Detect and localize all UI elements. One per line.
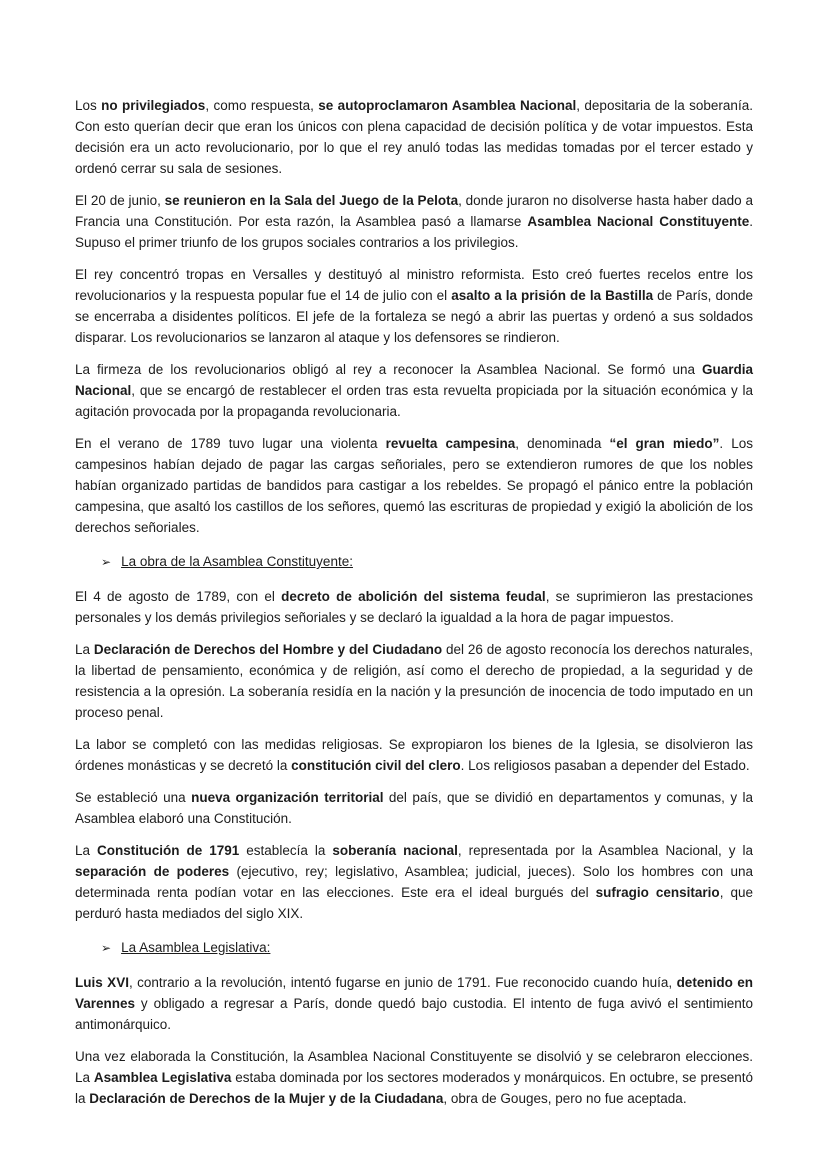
paragraph	[75, 639, 753, 723]
arrow-bullet-icon: ➢	[101, 941, 112, 955]
text-run: estaba dominada por los sectores moderados y monárquicos. En octubre, se presentó la	[75, 1070, 753, 1106]
text-run: establecía la	[239, 843, 333, 858]
text-run: El 4 de agosto de 1789, con el	[75, 589, 282, 604]
paragraph	[75, 359, 753, 422]
text-run: , como respuesta,	[205, 98, 319, 113]
text-run: se reunieron en la Sala del Juego de la Pelota	[164, 193, 459, 208]
text-run: La labor se completó con las medidas religiosas. Se expropiaron los bienes de la Iglesia, se disolvieron las órdenes monásticas y se decretó la	[75, 737, 753, 773]
text-run: sufragio censitario	[595, 885, 720, 900]
text-run: constitución civil del clero	[291, 758, 461, 773]
section-heading-text: La Asamblea Legislativa:	[121, 940, 271, 955]
paragraph	[75, 972, 753, 1035]
text-run: del país, que se dividió en departamentos y comunas, y la Asamblea elaboró una Constitución.	[75, 790, 753, 826]
text-run: y obligado a regresar a París, donde quedó bajo custodia. El intento de fuga avivó el sentimiento antimonárquico.	[75, 996, 753, 1032]
arrow-bullet-icon: ➢	[101, 555, 112, 569]
text-run: Asamblea Nacional Constituyente	[527, 214, 750, 229]
section-heading	[101, 937, 753, 959]
paragraph	[75, 190, 753, 253]
text-run: soberanía nacional	[332, 843, 458, 858]
text-run: , que perduró hasta mediados del siglo XIX.	[75, 885, 753, 921]
text-run: Asamblea Legislativa	[93, 1070, 232, 1085]
text-run: , denominada	[515, 436, 610, 451]
paragraph	[75, 787, 753, 829]
paragraph	[75, 586, 753, 628]
text-run: , obra de Gouges, pero no fue aceptada.	[443, 1091, 687, 1106]
text-run: Una vez elaborada la Constitución, la Asamblea Nacional Constituyente se disolvió y se celebraron elecciones. La	[75, 1049, 753, 1085]
text-run: . Supuso el primer triunfo de los grupos sociales contrarios a los privilegios.	[75, 214, 753, 250]
text-run: Constitución de 1791	[97, 843, 240, 858]
document-content	[75, 95, 753, 1109]
text-run: “el gran miedo”	[609, 436, 720, 451]
paragraph	[75, 1046, 753, 1109]
text-run: , representada por la Asamblea Nacional, y la	[457, 843, 754, 858]
text-run: Se estableció una	[75, 790, 192, 805]
text-run: Luis XVI	[75, 975, 129, 990]
text-run: asalto a la prisión de la Bastilla	[451, 288, 654, 303]
text-run: se autoproclamaron Asamblea Nacional	[318, 98, 577, 113]
paragraph	[75, 264, 753, 348]
text-run: La	[75, 843, 98, 858]
text-run: Guardia Nacional	[75, 362, 753, 398]
text-run: detenido en Varennes	[75, 975, 753, 1011]
text-run: Los	[75, 98, 102, 113]
text-run: Declaración de Derechos del Hombre y del Ciudadano	[93, 642, 443, 657]
text-run: decreto de abolición del sistema feudal	[281, 589, 546, 604]
text-run: del 26 de agosto reconocía los derechos naturales, la libertad de pensamiento, económica y de religión, así como el derecho de propiedad, a la seguridad y de resistencia a la opresión. La soberanía residía en la nación y la presunción de inocencia de todo imputado en un proceso penal.	[75, 642, 753, 720]
text-run: (ejecutivo, rey; legislativo, Asamblea; judicial, jueces). Solo los hombres con una determinada renta podían votar en las elecciones. Este era el ideal burgués del	[75, 864, 753, 900]
text-run: . Los religiosos pasaban a depender del Estado.	[460, 758, 750, 773]
text-run: nueva organización territorial	[191, 790, 384, 805]
text-run: , depositaria de la soberanía. Con esto querían decir que eran los únicos con plena capacidad de decisión política y de votar impuestos. Esta decisión era un acto revolucionario, por lo que el rey anuló todas las medidas tomadas por el tercer estado y ordenó cerrar su sala de sesiones.	[75, 98, 753, 176]
paragraph	[75, 840, 753, 924]
text-run: . Los campesinos habían dejado de pagar las cargas señoriales, pero se extendieron rumores de que los nobles habían organizado partidas de bandidos para castigar a los rebeldes. Se propagó el pánico entre la población campesina, que asaltó los castillos de los señores, quemó las escrituras de propiedad y exigió la abolición de los derechos señoriales.	[75, 436, 753, 535]
paragraph	[75, 433, 753, 538]
text-run: no privilegiados	[101, 98, 206, 113]
text-run: , que se encargó de restablecer el orden tras esta revuelta propiciada por la situación económica y la agitación provocada por la propaganda revolucionaria.	[75, 383, 753, 419]
text-run: En el verano de 1789 tuvo lugar una violenta	[75, 436, 386, 451]
text-run: de París, donde se encerraba a disidentes políticos. El jefe de la fortaleza se negó a abrir las puertas y ordenó a sus soldados disparar. Los revolucionarios se lanzaron al ataque y los defensores se rindieron.	[75, 288, 753, 345]
paragraph	[75, 734, 753, 776]
paragraph	[75, 95, 753, 179]
text-run: La	[75, 642, 94, 657]
text-run: El 20 de junio,	[75, 193, 165, 208]
text-run: , contrario a la revolución, intentó fugarse en junio de 1791. Fue reconocido cuando huía,	[128, 975, 677, 990]
section-heading	[101, 551, 753, 573]
text-run: revuelta campesina	[385, 436, 516, 451]
text-run: El rey concentró tropas en Versalles y destituyó al ministro reformista. Esto creó fuertes recelos entre los revolucionarios y la respuesta popular fue el 14 de julio con el	[75, 267, 753, 303]
text-run: separación de poderes	[75, 864, 230, 879]
text-run: , donde juraron no disolverse hasta haber dado a Francia una Constitución. Por esta razón, la Asamblea pasó a llamarse	[75, 193, 753, 229]
text-run: , se suprimieron las prestaciones personales y los demás privilegios señoriales y se declaró la igualdad a la hora de pagar impuestos.	[75, 589, 754, 625]
section-heading-text: La obra de la Asamblea Constituyente:	[121, 554, 353, 569]
text-run: La firmeza de los revolucionarios obligó al rey a reconocer la Asamblea Nacional. Se formó una	[75, 362, 702, 377]
text-run: Declaración de Derechos de la Mujer y de la Ciudadana	[89, 1091, 444, 1106]
